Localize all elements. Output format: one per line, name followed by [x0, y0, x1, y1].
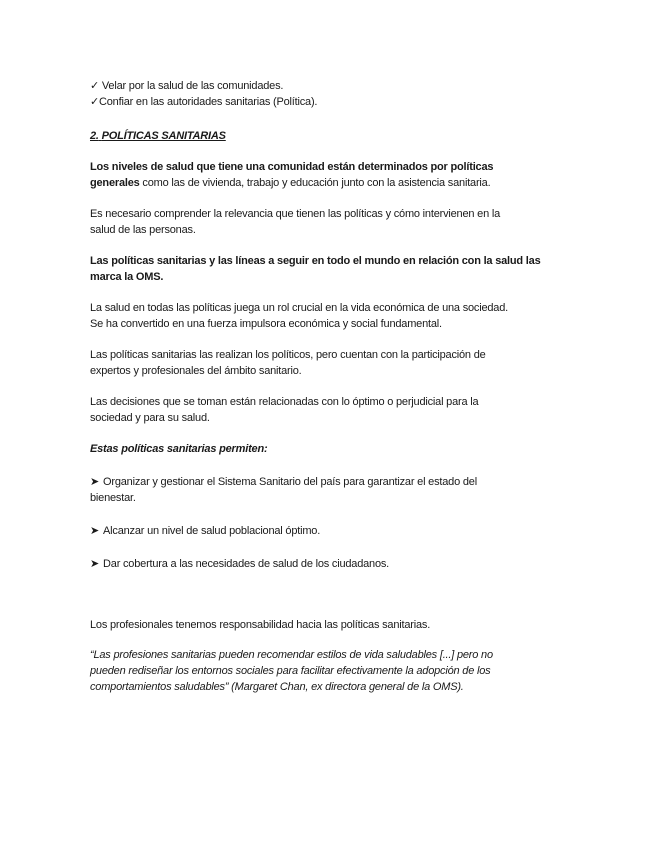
paragraph-oms [90, 253, 570, 285]
paragraph-decisiones [90, 394, 570, 426]
bullet-text: bienestar. [90, 492, 136, 504]
bullet-text: Alcanzar un nivel de salud poblacional óptimo. [103, 525, 321, 537]
paragraph-line: salud de las personas. [90, 224, 196, 236]
paragraph-politicos [90, 347, 570, 379]
paragraph-line: sociedad y para su salud. [90, 412, 210, 424]
paragraph-line: expertos y profesionales del ámbito sanitario. [90, 365, 302, 377]
paragraph-line: marca la OMS. [90, 271, 164, 283]
paragraph-line: Las políticas sanitarias y las líneas a seguir en todo el mundo en relación con la salud las [90, 255, 541, 267]
paragraph-line: Las decisiones que se toman están relacionadas con lo óptimo o perjudicial para la [90, 396, 479, 408]
quote-paragraph [90, 647, 570, 695]
check-list [90, 78, 570, 110]
quote-line: “Las profesiones sanitarias pueden recomendar estilos de vida saludables [...] pero no [90, 649, 493, 661]
bullet-item [90, 523, 570, 539]
paragraph-line: La salud en todas las políticas juega un rol crucial en la vida económica de una sociedad. [90, 302, 508, 314]
section-number: 2. [90, 130, 99, 142]
arrow-bullet-icon: ➤ [90, 476, 100, 488]
section-title: POLÍTICAS SANITARIAS [101, 130, 226, 142]
closing-paragraph: Los profesionales tenemos responsabilidad hacia las políticas sanitarias. [90, 619, 431, 631]
arrow-bullet-icon: ➤ [90, 558, 100, 570]
bullet-text: Organizar y gestionar el Sistema Sanitario del país para garantizar el estado del [103, 476, 477, 488]
paragraph-line: Es necesario comprender la relevancia que tienen las políticas y cómo intervienen en la [90, 208, 501, 220]
paragraph-rol-crucial [90, 300, 570, 332]
section-heading [90, 128, 570, 144]
arrow-bullet-icon: ➤ [90, 525, 100, 537]
quote-line: pueden rediseñar los entornos sociales para facilitar efectivamente la adopción de los [90, 665, 491, 677]
document-page [90, 78, 570, 695]
paragraph-bold-text: generales [90, 177, 140, 189]
paragraph-line: Las políticas sanitarias las realizan los políticos, pero cuentan con la participación de [90, 349, 486, 361]
subheading-permiten: Estas políticas sanitarias permiten: [90, 443, 268, 455]
bullet-item [90, 556, 570, 572]
paragraph-line: Se ha convertido en una fuerza impulsora económica y social fundamental. [90, 318, 442, 330]
check-item: ✓ Velar por la salud de las comunidades. [90, 80, 284, 92]
quote-line: comportamientos saludables” (Margaret Chan, ex directora general de la OMS). [90, 681, 464, 693]
bullet-text: Dar cobertura a las necesidades de salud de los ciudadanos. [103, 558, 390, 570]
paragraph-niveles [90, 159, 570, 191]
paragraph-bold-text: Los niveles de salud que tiene una comunidad están determinados por políticas [90, 161, 494, 173]
bullet-item [90, 474, 570, 506]
check-item: ✓Confiar en las autoridades sanitarias (Política). [90, 96, 318, 108]
paragraph-text: como las de vivienda, trabajo y educación junto con la asistencia sanitaria. [139, 177, 491, 189]
paragraph-relevancia [90, 206, 570, 238]
